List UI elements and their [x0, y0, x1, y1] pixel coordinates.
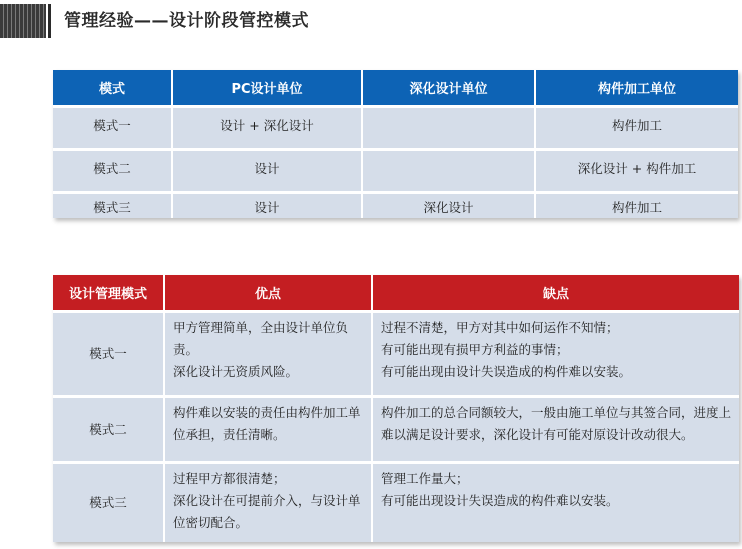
mode-cell: 模式二 [53, 398, 165, 464]
table-cell: 设计 [173, 194, 363, 218]
management-mode-table [53, 275, 739, 542]
cons-line: 有可能出现设计失误造成的构件难以安装。 [381, 493, 619, 508]
pros-cell [165, 398, 373, 464]
table-cell: 构件加工 [536, 108, 738, 151]
table-row [53, 313, 739, 398]
header-decoration [0, 4, 46, 38]
mode-cell: 模式三 [53, 194, 173, 218]
column-header: 模式 [53, 70, 173, 108]
table-cell [363, 151, 536, 194]
mode-cell: 模式二 [53, 151, 173, 194]
table-row [53, 108, 738, 151]
column-header: 深化设计单位 [363, 70, 536, 108]
pros-line: 甲方管理简单，全由设计单位负责。 [173, 320, 349, 357]
table-header-row [53, 70, 738, 108]
pros-line: 构件难以安装的责任由构件加工单位承担，责任清晰。 [173, 405, 361, 442]
pros-cell [165, 313, 373, 398]
cons-line: 管理工作量大； [381, 471, 469, 486]
table-cell: 设计 + 深化设计 [173, 108, 363, 151]
table-row [53, 151, 738, 194]
table-row [53, 464, 739, 542]
table-row [53, 398, 739, 464]
column-header: 优点 [165, 275, 373, 313]
design-party-table [53, 70, 738, 218]
page-title: 管理经验——设计阶段管控模式 [64, 11, 309, 31]
table-cell: 深化设计 + 构件加工 [536, 151, 738, 194]
table-cell: 构件加工 [536, 194, 738, 218]
table-cell [363, 108, 536, 151]
cons-cell [373, 313, 739, 398]
table-cell: 深化设计 [363, 194, 536, 218]
cons-line: 过程不清楚，甲方对其中如何运作不知情； [381, 320, 619, 335]
table-cell: 设计 [173, 151, 363, 194]
pros-line: 深化设计无资质风险。 [173, 364, 299, 379]
column-header: PC设计单位 [173, 70, 363, 108]
mode-cell: 模式一 [53, 108, 173, 151]
column-header: 构件加工单位 [536, 70, 738, 108]
header-divider [48, 4, 51, 38]
cons-line: 构件加工的总合同额较大，一般由施工单位与其签合同，进度上难以满足设计要求，深化设计有可能对原设计改动很大。 [381, 405, 732, 442]
cons-line: 有可能出现由设计失误造成的构件难以安装。 [381, 364, 632, 379]
column-header: 缺点 [373, 275, 739, 313]
table-row [53, 194, 738, 218]
mode-cell: 模式三 [53, 464, 165, 542]
cons-cell [373, 398, 739, 464]
column-header: 设计管理模式 [53, 275, 165, 313]
pros-line: 过程甲方都很清楚； [173, 471, 286, 486]
mode-cell: 模式一 [53, 313, 165, 398]
pros-cell [165, 464, 373, 542]
cons-line: 有可能出现有损甲方利益的事情； [381, 342, 569, 357]
table-header-row [53, 275, 739, 313]
pros-line: 深化设计在可提前介入，与设计单位密切配合。 [173, 493, 361, 530]
cons-cell [373, 464, 739, 542]
